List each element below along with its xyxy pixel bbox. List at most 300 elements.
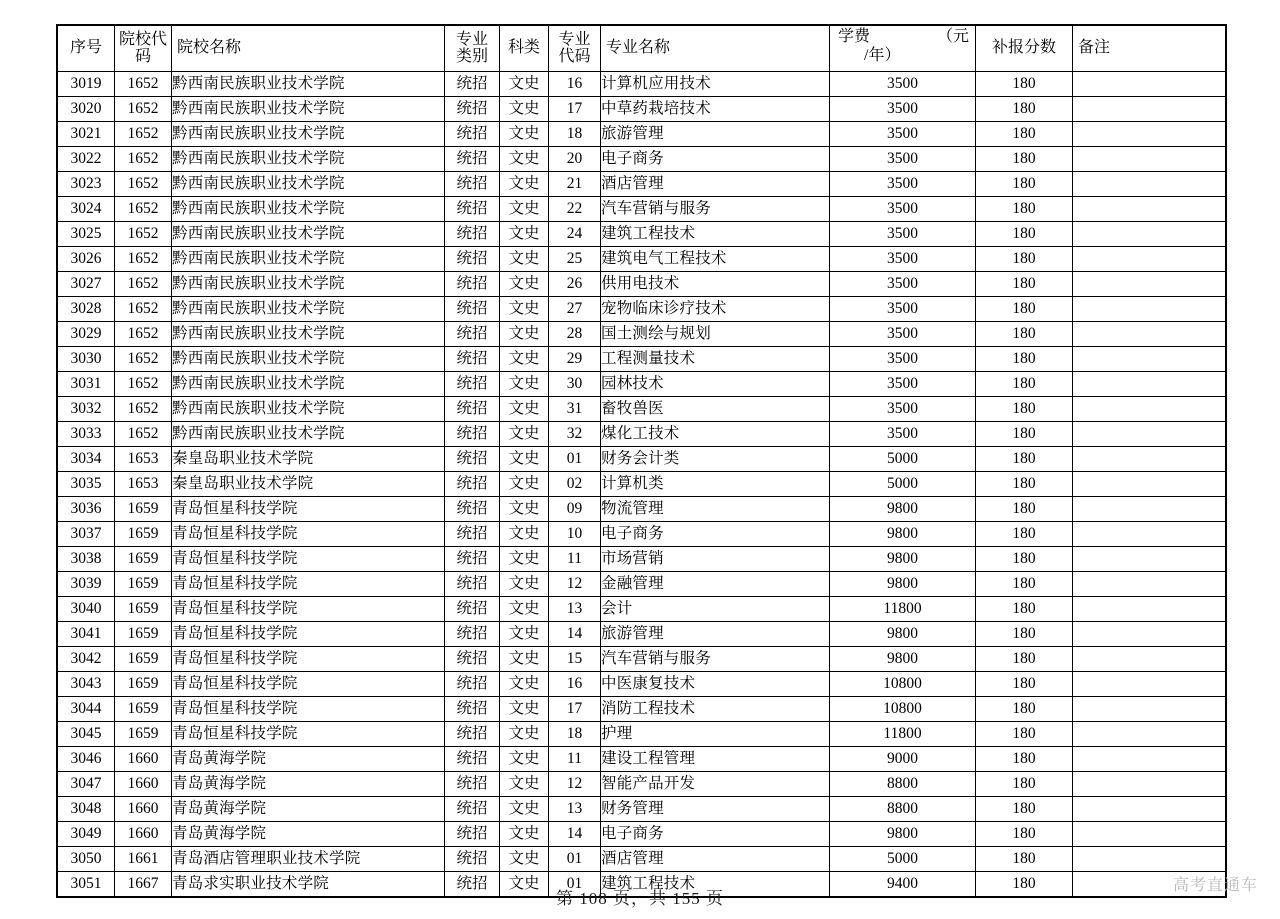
cell-major-category: 统招: [445, 447, 500, 472]
cell-supplementary-score: 180: [976, 622, 1073, 647]
cell-remark: [1073, 272, 1226, 297]
table-body: [58, 72, 1226, 897]
cell-major-category: 统招: [445, 847, 500, 872]
cell-major-category: 统招: [445, 372, 500, 397]
cell-school-code: 1653: [115, 472, 172, 497]
cell-tuition: 3500: [830, 97, 976, 122]
cell-school-name: 青岛恒星科技学院: [172, 522, 445, 547]
cell-major-code: 14: [549, 822, 601, 847]
cell-major-name: 供用电技术: [601, 272, 830, 297]
table-row: [58, 272, 1226, 297]
cell-tuition: 3500: [830, 247, 976, 272]
cell-supplementary-score: 180: [976, 572, 1073, 597]
cell-major-name: 护理: [601, 722, 830, 747]
cell-major-code: 17: [549, 697, 601, 722]
cell-major-code: 20: [549, 147, 601, 172]
column-header-supplementary-score: 补报分数: [976, 26, 1073, 72]
cell-remark: [1073, 72, 1226, 97]
column-header-school-code: 院校代 码: [115, 26, 172, 72]
cell-school-name: 青岛恒星科技学院: [172, 647, 445, 672]
cell-school-name: 秦皇岛职业技术学院: [172, 472, 445, 497]
cell-remark: [1073, 172, 1226, 197]
cell-supplementary-score: 180: [976, 547, 1073, 572]
cell-major-code: 13: [549, 597, 601, 622]
table-row: [58, 497, 1226, 522]
cell-major-code: 10: [549, 522, 601, 547]
admissions-table-container: [57, 25, 1225, 897]
cell-supplementary-score: 180: [976, 822, 1073, 847]
table-row: [58, 572, 1226, 597]
cell-school-code: 1660: [115, 772, 172, 797]
cell-major-code: 30: [549, 372, 601, 397]
cell-seq: 3024: [58, 197, 115, 222]
cell-subject-category: 文史: [500, 722, 549, 747]
cell-tuition: 3500: [830, 322, 976, 347]
cell-remark: [1073, 122, 1226, 147]
table-row: [58, 122, 1226, 147]
cell-major-category: 统招: [445, 797, 500, 822]
cell-major-code: 01: [549, 872, 601, 897]
cell-school-name: 黔西南民族职业技术学院: [172, 72, 445, 97]
cell-tuition: 9800: [830, 822, 976, 847]
cell-school-name: 青岛黄海学院: [172, 797, 445, 822]
cell-subject-category: 文史: [500, 197, 549, 222]
cell-major-name: 建筑工程技术: [601, 872, 830, 897]
cell-remark: [1073, 347, 1226, 372]
cell-major-name: 计算机类: [601, 472, 830, 497]
table-row: [58, 172, 1226, 197]
cell-supplementary-score: 180: [976, 647, 1073, 672]
cell-major-category: 统招: [445, 147, 500, 172]
cell-school-code: 1659: [115, 597, 172, 622]
cell-school-name: 黔西南民族职业技术学院: [172, 422, 445, 447]
cell-major-code: 11: [549, 547, 601, 572]
cell-major-code: 11: [549, 747, 601, 772]
cell-remark: [1073, 847, 1226, 872]
cell-remark: [1073, 422, 1226, 447]
cell-tuition: 3500: [830, 297, 976, 322]
cell-remark: [1073, 572, 1226, 597]
cell-tuition: 9000: [830, 747, 976, 772]
cell-major-category: 统招: [445, 747, 500, 772]
cell-major-category: 统招: [445, 197, 500, 222]
cell-remark: [1073, 772, 1226, 797]
cell-major-code: 13: [549, 797, 601, 822]
cell-major-name: 酒店管理: [601, 172, 830, 197]
table-row: [58, 247, 1226, 272]
cell-school-name: 黔西南民族职业技术学院: [172, 147, 445, 172]
cell-school-code: 1653: [115, 447, 172, 472]
table-row: [58, 772, 1226, 797]
cell-supplementary-score: 180: [976, 147, 1073, 172]
cell-remark: [1073, 497, 1226, 522]
cell-subject-category: 文史: [500, 97, 549, 122]
cell-major-category: 统招: [445, 97, 500, 122]
cell-tuition: 3500: [830, 222, 976, 247]
cell-major-name: 物流管理: [601, 497, 830, 522]
cell-school-code: 1661: [115, 847, 172, 872]
cell-subject-category: 文史: [500, 397, 549, 422]
cell-school-name: 青岛恒星科技学院: [172, 497, 445, 522]
table-row: [58, 522, 1226, 547]
cell-major-code: 09: [549, 497, 601, 522]
cell-supplementary-score: 180: [976, 497, 1073, 522]
cell-remark: [1073, 97, 1226, 122]
cell-major-name: 汽车营销与服务: [601, 197, 830, 222]
cell-school-code: 1660: [115, 822, 172, 847]
cell-subject-category: 文史: [500, 172, 549, 197]
cell-major-category: 统招: [445, 522, 500, 547]
column-header-school-name: 院校名称: [172, 26, 445, 72]
cell-school-code: 1652: [115, 297, 172, 322]
cell-seq: 3031: [58, 372, 115, 397]
cell-remark: [1073, 447, 1226, 472]
cell-school-code: 1667: [115, 872, 172, 897]
cell-subject-category: 文史: [500, 872, 549, 897]
cell-supplementary-score: 180: [976, 597, 1073, 622]
cell-major-name: 畜牧兽医: [601, 397, 830, 422]
cell-school-code: 1659: [115, 722, 172, 747]
cell-major-name: 旅游管理: [601, 122, 830, 147]
cell-major-name: 中草药栽培技术: [601, 97, 830, 122]
cell-major-code: 12: [549, 772, 601, 797]
cell-seq: 3036: [58, 497, 115, 522]
cell-subject-category: 文史: [500, 497, 549, 522]
cell-supplementary-score: 180: [976, 747, 1073, 772]
cell-school-code: 1652: [115, 322, 172, 347]
cell-school-name: 青岛求实职业技术学院: [172, 872, 445, 897]
cell-major-name: 市场营销: [601, 547, 830, 572]
cell-tuition: 9800: [830, 547, 976, 572]
cell-remark: [1073, 597, 1226, 622]
table-row: [58, 372, 1226, 397]
cell-subject-category: 文史: [500, 372, 549, 397]
cell-school-name: 青岛恒星科技学院: [172, 622, 445, 647]
cell-tuition: 3500: [830, 272, 976, 297]
cell-tuition: 3500: [830, 347, 976, 372]
cell-subject-category: 文史: [500, 347, 549, 372]
cell-supplementary-score: 180: [976, 697, 1073, 722]
cell-remark: [1073, 397, 1226, 422]
tuition-header-layout: 学费 （元 /年）: [838, 28, 969, 64]
column-header-seq: 序号: [58, 26, 115, 72]
table-row: [58, 747, 1226, 772]
cell-major-code: 17: [549, 97, 601, 122]
cell-school-code: 1659: [115, 672, 172, 697]
cell-major-category: 统招: [445, 597, 500, 622]
table-row: [58, 447, 1226, 472]
cell-seq: 3020: [58, 97, 115, 122]
cell-seq: 3046: [58, 747, 115, 772]
cell-subject-category: 文史: [500, 597, 549, 622]
cell-seq: 3026: [58, 247, 115, 272]
table-row: [58, 722, 1226, 747]
cell-supplementary-score: 180: [976, 97, 1073, 122]
cell-seq: 3028: [58, 297, 115, 322]
cell-major-name: 会计: [601, 597, 830, 622]
cell-school-code: 1652: [115, 372, 172, 397]
cell-major-category: 统招: [445, 872, 500, 897]
cell-subject-category: 文史: [500, 72, 549, 97]
table-row: [58, 797, 1226, 822]
cell-remark: [1073, 522, 1226, 547]
cell-major-name: 财务管理: [601, 797, 830, 822]
cell-tuition: 9800: [830, 647, 976, 672]
header-row: [58, 26, 1226, 72]
cell-school-name: 青岛恒星科技学院: [172, 572, 445, 597]
cell-school-name: 青岛恒星科技学院: [172, 697, 445, 722]
cell-school-code: 1660: [115, 797, 172, 822]
cell-tuition: 11800: [830, 722, 976, 747]
table-row: [58, 847, 1226, 872]
cell-supplementary-score: 180: [976, 447, 1073, 472]
cell-major-code: 28: [549, 322, 601, 347]
cell-remark: [1073, 697, 1226, 722]
cell-school-name: 秦皇岛职业技术学院: [172, 447, 445, 472]
cell-seq: 3025: [58, 222, 115, 247]
cell-school-code: 1659: [115, 622, 172, 647]
cell-subject-category: 文史: [500, 422, 549, 447]
cell-seq: 3040: [58, 597, 115, 622]
column-header-major-name: 专业名称: [601, 26, 830, 72]
cell-school-code: 1652: [115, 222, 172, 247]
cell-school-name: 黔西南民族职业技术学院: [172, 272, 445, 297]
cell-subject-category: 文史: [500, 647, 549, 672]
cell-seq: 3027: [58, 272, 115, 297]
cell-supplementary-score: 180: [976, 422, 1073, 447]
cell-subject-category: 文史: [500, 847, 549, 872]
table-row: [58, 822, 1226, 847]
cell-major-code: 01: [549, 447, 601, 472]
cell-school-name: 青岛恒星科技学院: [172, 722, 445, 747]
cell-school-name: 黔西南民族职业技术学院: [172, 222, 445, 247]
cell-supplementary-score: 180: [976, 872, 1073, 897]
cell-major-name: 财务会计类: [601, 447, 830, 472]
cell-major-code: 25: [549, 247, 601, 272]
cell-school-code: 1659: [115, 647, 172, 672]
cell-school-code: 1659: [115, 697, 172, 722]
cell-remark: [1073, 822, 1226, 847]
cell-tuition: 3500: [830, 397, 976, 422]
cell-major-code: 16: [549, 672, 601, 697]
cell-supplementary-score: 180: [976, 72, 1073, 97]
cell-school-name: 青岛恒星科技学院: [172, 597, 445, 622]
cell-supplementary-score: 180: [976, 322, 1073, 347]
cell-major-category: 统招: [445, 272, 500, 297]
cell-major-code: 27: [549, 297, 601, 322]
cell-major-code: 32: [549, 422, 601, 447]
cell-major-name: 汽车营销与服务: [601, 647, 830, 672]
cell-major-category: 统招: [445, 72, 500, 97]
cell-major-name: 计算机应用技术: [601, 72, 830, 97]
cell-major-category: 统招: [445, 647, 500, 672]
cell-major-name: 建筑工程技术: [601, 222, 830, 247]
cell-school-name: 黔西南民族职业技术学院: [172, 247, 445, 272]
column-header-remark: 备注: [1073, 26, 1226, 72]
cell-seq: 3029: [58, 322, 115, 347]
cell-seq: 3032: [58, 397, 115, 422]
cell-major-code: 22: [549, 197, 601, 222]
cell-tuition: 3500: [830, 122, 976, 147]
cell-supplementary-score: 180: [976, 122, 1073, 147]
cell-supplementary-score: 180: [976, 522, 1073, 547]
table-row: [58, 147, 1226, 172]
cell-tuition: 5000: [830, 447, 976, 472]
cell-major-category: 统招: [445, 497, 500, 522]
cell-supplementary-score: 180: [976, 247, 1073, 272]
cell-seq: 3038: [58, 547, 115, 572]
cell-subject-category: 文史: [500, 572, 549, 597]
cell-subject-category: 文史: [500, 697, 549, 722]
cell-school-code: 1652: [115, 72, 172, 97]
cell-tuition: 8800: [830, 772, 976, 797]
cell-school-code: 1659: [115, 497, 172, 522]
cell-major-name: 建筑电气工程技术: [601, 247, 830, 272]
page-number-footer: 第 108 页，共 155 页: [556, 889, 724, 908]
cell-supplementary-score: 180: [976, 397, 1073, 422]
cell-major-name: 煤化工技术: [601, 422, 830, 447]
column-header-major-category: 专业 类别: [445, 26, 500, 72]
cell-seq: 3019: [58, 72, 115, 97]
cell-major-category: 统招: [445, 122, 500, 147]
cell-subject-category: 文史: [500, 522, 549, 547]
cell-tuition: 10800: [830, 697, 976, 722]
table-row: [58, 397, 1226, 422]
cell-tuition: 9400: [830, 872, 976, 897]
cell-school-code: 1652: [115, 147, 172, 172]
cell-seq: 3033: [58, 422, 115, 447]
cell-tuition: 9800: [830, 522, 976, 547]
cell-tuition: 9800: [830, 497, 976, 522]
table-row: [58, 422, 1226, 447]
cell-school-name: 青岛恒星科技学院: [172, 547, 445, 572]
column-header-tuition: [830, 26, 976, 72]
cell-school-name: 青岛恒星科技学院: [172, 672, 445, 697]
cell-major-name: 电子商务: [601, 822, 830, 847]
cell-subject-category: 文史: [500, 747, 549, 772]
cell-major-category: 统招: [445, 722, 500, 747]
cell-seq: 3044: [58, 697, 115, 722]
cell-seq: 3039: [58, 572, 115, 597]
cell-subject-category: 文史: [500, 222, 549, 247]
cell-major-name: 金融管理: [601, 572, 830, 597]
cell-subject-category: 文史: [500, 247, 549, 272]
cell-major-code: 12: [549, 572, 601, 597]
cell-supplementary-score: 180: [976, 797, 1073, 822]
cell-major-category: 统招: [445, 672, 500, 697]
cell-school-code: 1652: [115, 247, 172, 272]
cell-major-category: 统招: [445, 322, 500, 347]
cell-major-category: 统招: [445, 397, 500, 422]
cell-seq: 3051: [58, 872, 115, 897]
cell-seq: 3048: [58, 797, 115, 822]
cell-subject-category: 文史: [500, 622, 549, 647]
cell-school-name: 黔西南民族职业技术学院: [172, 172, 445, 197]
cell-seq: 3042: [58, 647, 115, 672]
table-row: [58, 197, 1226, 222]
cell-seq: 3049: [58, 822, 115, 847]
cell-school-code: 1659: [115, 522, 172, 547]
cell-school-code: 1659: [115, 572, 172, 597]
cell-remark: [1073, 547, 1226, 572]
cell-seq: 3050: [58, 847, 115, 872]
table-header: [58, 26, 1226, 72]
cell-major-name: 工程测量技术: [601, 347, 830, 372]
cell-tuition: 3500: [830, 147, 976, 172]
cell-school-name: 青岛黄海学院: [172, 747, 445, 772]
cell-remark: [1073, 222, 1226, 247]
cell-tuition: 5000: [830, 472, 976, 497]
cell-remark: [1073, 322, 1226, 347]
table-row: [58, 222, 1226, 247]
cell-school-code: 1660: [115, 747, 172, 772]
cell-subject-category: 文史: [500, 797, 549, 822]
cell-subject-category: 文史: [500, 297, 549, 322]
cell-major-name: 旅游管理: [601, 622, 830, 647]
cell-major-category: 统招: [445, 472, 500, 497]
cell-major-category: 统招: [445, 172, 500, 197]
cell-major-name: 消防工程技术: [601, 697, 830, 722]
cell-major-name: 园林技术: [601, 372, 830, 397]
cell-tuition: 3500: [830, 72, 976, 97]
cell-major-category: 统招: [445, 622, 500, 647]
cell-tuition: 9800: [830, 572, 976, 597]
cell-major-name: 电子商务: [601, 522, 830, 547]
column-header-major-code: 专业 代码: [549, 26, 601, 72]
cell-school-name: 黔西南民族职业技术学院: [172, 397, 445, 422]
cell-remark: [1073, 372, 1226, 397]
cell-remark: [1073, 147, 1226, 172]
cell-major-code: 01: [549, 847, 601, 872]
cell-seq: 3023: [58, 172, 115, 197]
cell-seq: 3021: [58, 122, 115, 147]
cell-tuition: 3500: [830, 197, 976, 222]
cell-major-category: 统招: [445, 822, 500, 847]
cell-remark: [1073, 297, 1226, 322]
watermark-label: 高考直通车: [1172, 877, 1258, 894]
cell-subject-category: 文史: [500, 822, 549, 847]
cell-school-code: 1652: [115, 397, 172, 422]
cell-tuition: 3500: [830, 172, 976, 197]
cell-supplementary-score: 180: [976, 197, 1073, 222]
cell-supplementary-score: 180: [976, 672, 1073, 697]
cell-school-name: 黔西南民族职业技术学院: [172, 197, 445, 222]
cell-major-code: 16: [549, 72, 601, 97]
cell-school-code: 1652: [115, 272, 172, 297]
cell-subject-category: 文史: [500, 472, 549, 497]
cell-school-name: 黔西南民族职业技术学院: [172, 347, 445, 372]
cell-school-name: 青岛酒店管理职业技术学院: [172, 847, 445, 872]
cell-major-name: 建设工程管理: [601, 747, 830, 772]
cell-tuition: 3500: [830, 422, 976, 447]
cell-remark: [1073, 797, 1226, 822]
column-header-subject-category: 科类: [500, 26, 549, 72]
cell-major-category: 统招: [445, 222, 500, 247]
table-row: [58, 547, 1226, 572]
cell-remark: [1073, 247, 1226, 272]
table-row: [58, 97, 1226, 122]
cell-remark: [1073, 722, 1226, 747]
cell-remark: [1073, 472, 1226, 497]
cell-major-name: 中医康复技术: [601, 672, 830, 697]
table-row: [58, 297, 1226, 322]
table-row: [58, 597, 1226, 622]
table-row: [58, 647, 1226, 672]
cell-tuition: 9800: [830, 622, 976, 647]
cell-school-code: 1652: [115, 347, 172, 372]
cell-tuition: 3500: [830, 372, 976, 397]
cell-school-code: 1652: [115, 422, 172, 447]
